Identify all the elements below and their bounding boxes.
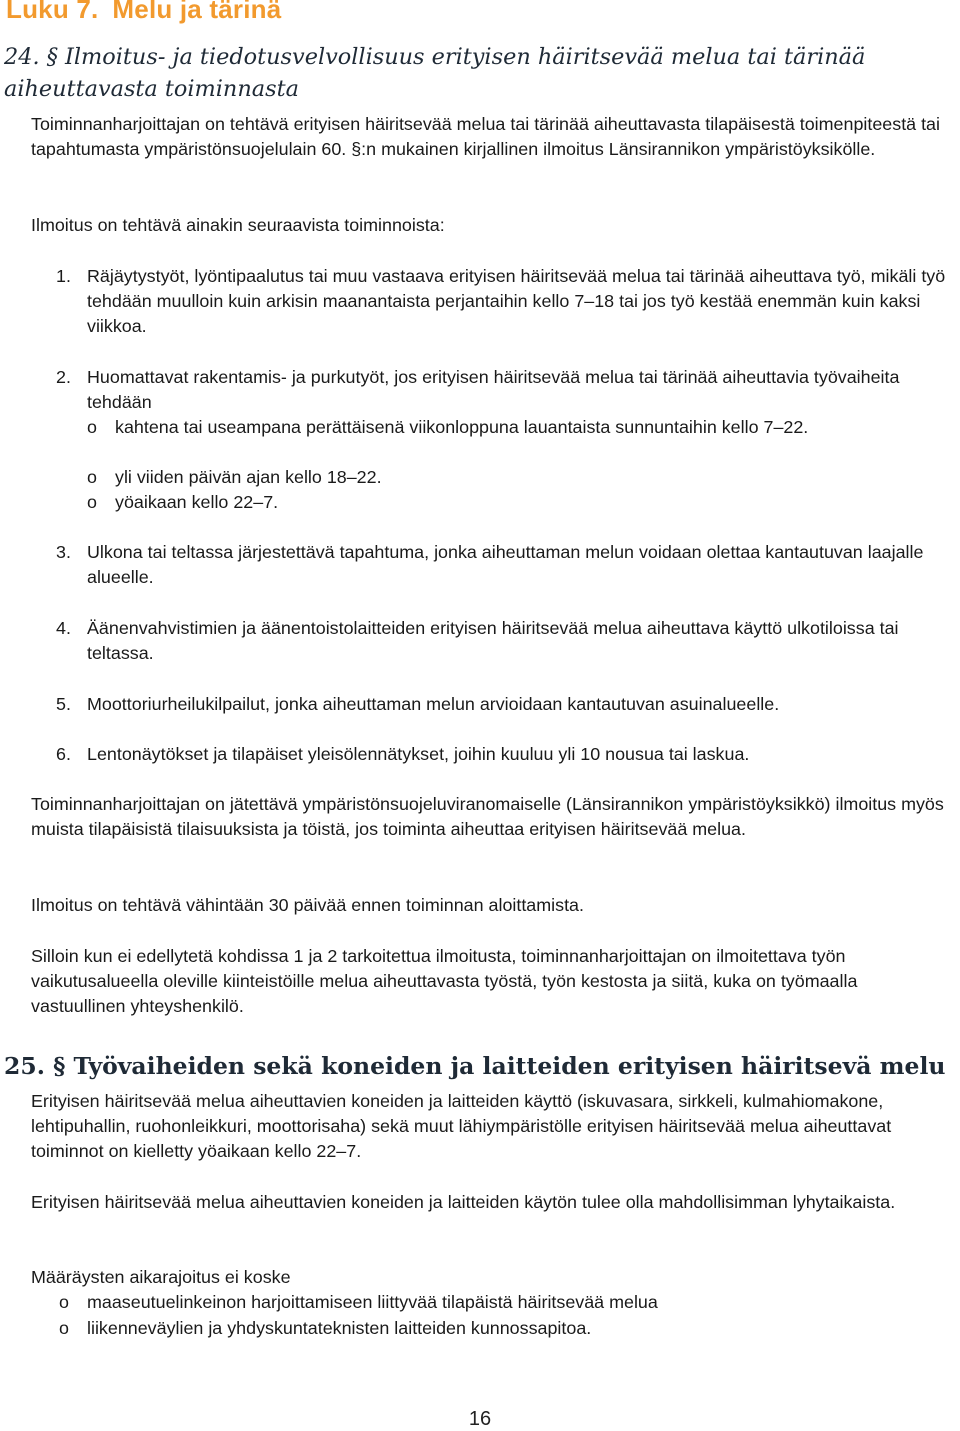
item-1-text: Räjäytystyöt, lyöntipaalutus tai muu vastaava erityisen häiritsevää melua tai tärinää aiheuttava työ, mikäli työ tehdään muulloin kuin arkisin maanantaista perjantaihin kello 7–18 tai jos työ kestää enemmän kuin kaksi viikkoa.	[87, 266, 946, 337]
item-5-text: Moottoriurheilukilpailut, jonka aiheuttaman melun arvioidaan kantautuvan asuinalueelle.	[87, 694, 780, 714]
item-6-text: Lentonäytökset ja tilapäiset yleisölennätykset, joihin kuuluu yli 10 nousua tai laskua.	[87, 744, 750, 764]
section-25-heading: 25. § Työvaiheiden sekä koneiden ja laitteiden erityisen häiritsevä melu	[4, 1052, 946, 1080]
list-intro: Ilmoitus on tehtävä ainakin seuraavista toiminnoista:	[31, 215, 445, 235]
section-25-para-1: Erityisen häiritsevää melua aiheuttavien koneiden ja laitteiden käyttö (iskuvasara, sirkkeli, kulmahiomakone, lehtipuhallin, ruohonleikkuri, moottorisaha) sekä muut lähiympäristölle erityisen häiritsevää melua aiheuttavat toiminnot on kielletty yöaikaan kello 22–7.	[31, 1091, 892, 1162]
page-number: 16	[468, 1408, 492, 1430]
item-2-number: 2.	[56, 367, 71, 387]
item-4-text: Äänenvahvistimien ja äänentoistolaitteiden erityisen häiritsevää melua aiheuttava käyttö ulkotiloissa tai teltassa.	[87, 618, 899, 664]
item-2-sub-3-text: yöaikaan kello 22–7.	[115, 492, 279, 512]
exception-2-text: liikenneväylien ja yhdyskuntateknisten laitteiden kunnossapitoa.	[87, 1318, 592, 1338]
section-24-para-2: Ilmoitus on tehtävä vähintään 30 päivää ennen toiminnan aloittamista.	[31, 895, 584, 915]
item-2-sub-2-bullet: o	[87, 467, 97, 487]
section-24-para-1: Toiminnanharjoittajan on jätettävä ympäristönsuojeluviranomaiselle (Länsirannikon ympäristöyksikkö) ilmoitus myös muista tilapäisistä tilaisuuksista ja töistä, jos toiminta aiheuttaa erityisen häiritsevää melua.	[31, 794, 944, 840]
chapter-title	[6, 0, 295, 25]
item-4-number: 4.	[56, 618, 71, 638]
item-2-sub-1-text: kahtena tai useampana perättäisenä viikonloppuna lauantaista sunnuntaihin kello 7–22.	[115, 417, 809, 437]
exception-1-text: maaseutuelinkeinon harjoittamiseen liittyvää tilapäistä häiritsevää melua	[87, 1292, 658, 1312]
item-2-sub-2-text: yli viiden päivän ajan kello 18–22.	[115, 467, 382, 487]
item-2-sub-1-bullet: o	[87, 417, 97, 437]
item-3-number: 3.	[56, 542, 71, 562]
item-2-sub-3-bullet: o	[87, 492, 97, 512]
item-2-text: Huomattavat rakentamis- ja purkutyöt, jos erityisen häiritsevää melua tai tärinää aiheuttavia työvaiheita tehdään	[87, 367, 900, 413]
item-5-number: 5.	[56, 694, 71, 714]
section-24-heading: 24. § Ilmoitus- ja tiedotusvelvollisuus erityisen häiritsevää melua tai tärinää aiheuttavasta toiminnasta	[4, 44, 866, 102]
exception-1-bullet: o	[59, 1292, 69, 1312]
section-25-para-2: Erityisen häiritsevää melua aiheuttavien koneiden ja laitteiden käytön tulee olla mahdollisimman lyhytaikaista.	[31, 1192, 896, 1212]
exception-2-bullet: o	[59, 1318, 69, 1338]
section-24-intro: Toiminnanharjoittajan on tehtävä erityisen häiritsevää melua tai tärinää aiheuttavasta tilapäisestä toimenpiteestä tai tapahtumasta ympäristönsuojelulain 60. §:n mukainen kirjallinen ilmoitus Länsirannikon ympäristöyksikölle.	[31, 114, 940, 160]
item-1-number: 1.	[56, 266, 71, 286]
section-24-para-3: Silloin kun ei edellytetä kohdissa 1 ja 2 tarkoitettua ilmoitusta, toiminnanharjoittajan on ilmoitettava työn vaikutusalueella oleville kiinteistöille melua aiheuttavasta työstä, työn kestosta ja siitä, kuka on työmaalla vastuullinen yhteyshenkilö.	[31, 946, 858, 1017]
item-3-text: Ulkona tai teltassa järjestettävä tapahtuma, jonka aiheuttaman melun voidaan olettaa kantautuvan laajalle alueelle.	[87, 542, 924, 588]
chapter-name: Melu ja tärinä	[112, 0, 282, 24]
chapter-label: Luku 7.	[6, 0, 99, 24]
item-6-number: 6.	[56, 744, 71, 764]
exceptions-intro: Määräysten aikarajoitus ei koske	[31, 1267, 291, 1287]
